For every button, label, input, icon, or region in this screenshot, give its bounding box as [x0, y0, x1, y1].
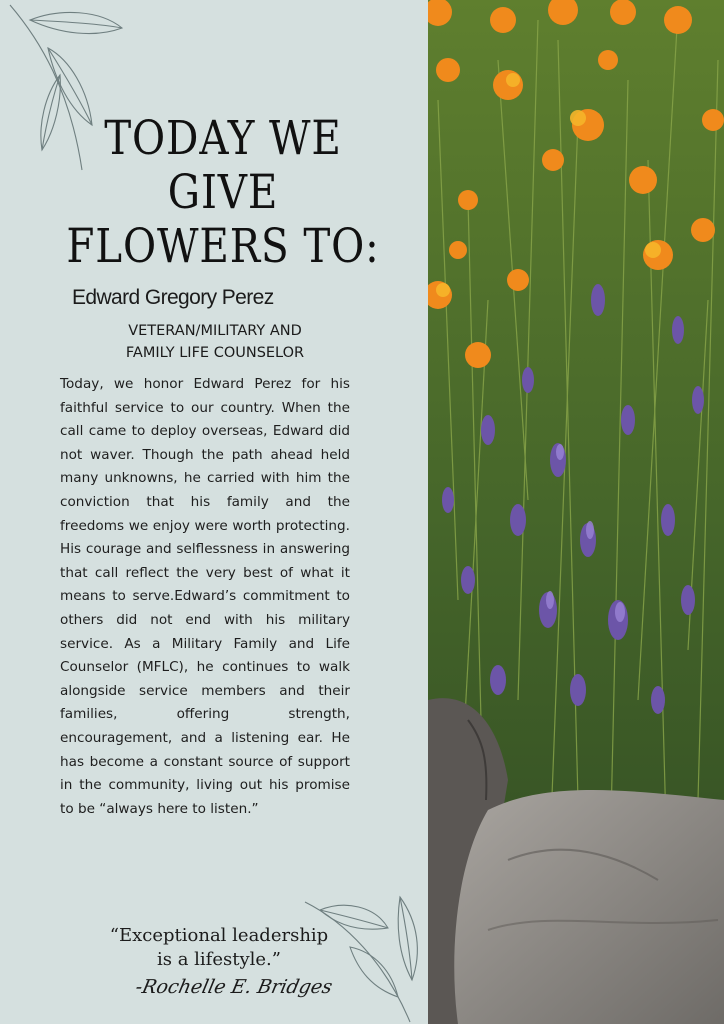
quote-line-2: is a lifestyle.” — [157, 949, 281, 970]
honoree-role — [60, 320, 370, 364]
role-line-2: FAMILY LIFE COUNSELOR — [125, 345, 305, 361]
tribute-paragraph: Today, we honor Edward Perez for his faithful service to our country. When the call came to deploy overseas, Edward did not waver. Though the path ahead held many unknowns, he carried with him the conviction that his family and the freedoms we enjoy were worth protecting. His courage and selflessness in answering that call reflect the very best of what it means to serve.Edward’s commitment to others did not end with his military service. As a Military Family and Life Counselor (MFLC), he continues to walk alongside service members and their families, offering strength, encouragement, and a listening ear. He has become a constant source of support in the community, living out his promise to be “always here to listen.” — [60, 376, 350, 817]
quote-line-1: “Exceptional leadership — [109, 925, 329, 946]
quote — [64, 924, 374, 972]
flower-photo — [428, 0, 724, 1024]
flower-photo-illustration — [428, 0, 724, 1024]
quote-attribution: -Rochelle E. Bridges — [133, 976, 335, 998]
headline-line-3: FLOWERS TO: — [66, 219, 380, 274]
headline-line-1: TODAY WE — [104, 111, 342, 166]
role-line-1: VETERAN/MILITARY AND — [128, 323, 302, 339]
honoree-name: Edward Gregory Perez — [72, 286, 274, 309]
headline — [55, 112, 390, 274]
headline-line-2: GIVE — [167, 165, 279, 220]
